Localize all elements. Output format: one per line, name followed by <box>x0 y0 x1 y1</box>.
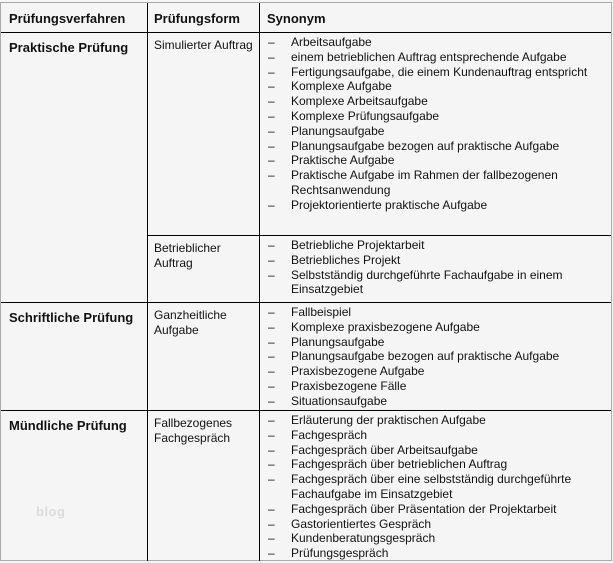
synonym-item <box>268 253 606 268</box>
table-header-row <box>1 3 611 33</box>
synonym-text: Fallbeispiel <box>291 305 352 319</box>
synonym-cell <box>259 303 611 410</box>
dash-bullet: – <box>268 457 275 472</box>
synonym-text: Planungsaufgabe bezogen auf praktische Aufgabe <box>291 138 560 153</box>
dash-bullet: – <box>268 501 275 516</box>
synonym-item <box>268 335 606 350</box>
verfahren-cell: Mündliche Prüfung <box>9 418 127 433</box>
synonym-text: Prüfungsgespräch <box>291 546 389 561</box>
verfahren-cell: Praktische Prüfung <box>9 40 129 55</box>
synonym-list <box>268 305 606 409</box>
synonym-item <box>268 428 606 443</box>
form-cell: Ganzheitliche Aufgabe <box>147 303 259 410</box>
synonym-item <box>268 124 606 139</box>
form-subrows <box>147 411 611 560</box>
dash-bullet: – <box>268 516 275 531</box>
dash-bullet: – <box>268 413 275 427</box>
dash-bullet: – <box>268 94 275 109</box>
form-row <box>147 303 611 410</box>
form-subrows <box>147 33 611 302</box>
verfahren-cell: Schriftliche Prüfung <box>9 310 134 325</box>
synonym-item <box>268 443 606 458</box>
synonym-cell <box>259 236 611 302</box>
column-header-pruefungsverfahren: Prüfungsverfahren <box>9 11 126 26</box>
synonym-list <box>268 413 606 561</box>
synonym-text: Fachgespräch über betrieblichen Auftrag <box>291 457 508 472</box>
table-row <box>1 33 611 303</box>
dash-bullet: – <box>268 334 275 349</box>
synonym-item <box>268 546 606 561</box>
synonym-text: Praxisbezogene Fälle <box>291 378 407 393</box>
dash-bullet: – <box>268 252 275 267</box>
form-cell: Betrieblicher Auftrag <box>147 236 259 302</box>
dash-bullet: – <box>268 531 275 546</box>
synonym-text: Praktische Aufgabe <box>291 153 395 168</box>
dash-bullet: – <box>268 472 275 487</box>
synonym-item <box>268 364 606 379</box>
dash-bullet: – <box>268 123 275 138</box>
synonym-text: Fertigungsaufgabe, die einem Kundenauftrag entspricht <box>291 64 588 79</box>
form-row <box>147 33 611 235</box>
dash-bullet: – <box>268 364 275 379</box>
synonym-list <box>268 238 606 297</box>
synonym-text: Fachgespräch über Präsentation der Projektarbeit <box>291 501 557 516</box>
synonym-item <box>268 517 606 532</box>
table-body <box>1 33 611 560</box>
dash-bullet: – <box>268 153 275 168</box>
dash-bullet: – <box>268 197 275 212</box>
form-cell: Simulierter Auftrag <box>147 33 259 235</box>
synonym-text: Situationsaufgabe <box>291 393 388 408</box>
dash-bullet: – <box>268 267 275 282</box>
synonym-text: Komplexe praxisbezogene Aufgabe <box>291 319 480 334</box>
synonym-item <box>268 394 606 409</box>
synonym-item <box>268 238 606 253</box>
dash-bullet: – <box>268 378 275 393</box>
synonym-cell <box>259 33 611 235</box>
synonym-item <box>268 139 606 154</box>
synonym-item <box>268 65 606 80</box>
synonym-text: Planungsaufgabe <box>291 334 385 349</box>
form-cell: Fallbezogenes Fachgespräch <box>147 411 259 561</box>
synonym-text: Komplexe Aufgabe <box>291 79 392 94</box>
synonym-item <box>268 320 606 335</box>
synonym-item <box>268 35 606 50</box>
synonym-text: Arbeitsaufgabe <box>291 35 372 49</box>
dash-bullet: – <box>268 238 275 252</box>
synonym-text: Betriebliches Projekt <box>291 252 401 267</box>
synonym-item <box>268 457 606 472</box>
synonym-item <box>268 305 606 320</box>
synonym-item <box>268 94 606 109</box>
dash-bullet: – <box>268 35 275 49</box>
synonym-item <box>268 379 606 394</box>
column-header-pruefungsform: Prüfungsform <box>147 3 259 32</box>
synonym-list <box>268 35 606 213</box>
synonym-item <box>268 502 606 517</box>
dash-bullet: – <box>268 349 275 364</box>
dash-bullet: – <box>268 442 275 457</box>
synonym-text: Kundenberatungsgespräch <box>291 531 436 546</box>
dash-bullet: – <box>268 393 275 408</box>
dash-bullet: – <box>268 138 275 153</box>
form-row <box>147 235 611 302</box>
synonym-text: Praxisbezogene Aufgabe <box>291 364 425 379</box>
synonym-item <box>268 472 606 502</box>
dash-bullet: – <box>268 305 275 319</box>
synonym-text: Fachgespräch über Arbeitsaufgabe <box>291 442 478 457</box>
dash-bullet: – <box>268 108 275 123</box>
synonym-text: Komplexe Arbeitsaufgabe <box>291 94 428 109</box>
synonym-item <box>268 50 606 65</box>
table-row <box>1 411 611 560</box>
dash-bullet: – <box>268 427 275 442</box>
dash-bullet: – <box>268 79 275 94</box>
synonym-text: Planungsaufgabe bezogen auf praktische Aufgabe <box>291 349 560 364</box>
synonym-item <box>268 268 606 298</box>
synonym-cell <box>259 411 611 561</box>
form-row <box>147 411 611 561</box>
synonym-item <box>268 153 606 168</box>
synonym-text: Komplexe Prüfungsaufgabe <box>291 108 440 123</box>
synonym-text: Erläuterung der praktischen Aufgabe <box>291 413 486 427</box>
column-header-synonym: Synonym <box>259 3 611 32</box>
dash-bullet: – <box>268 168 275 183</box>
synonym-text: Praktische Aufgabe im Rahmen der fallbezogenen Rechtsanwendung <box>291 168 558 197</box>
watermark-blog: blog <box>36 504 66 519</box>
synonym-text: Fachgespräch <box>291 427 368 442</box>
synonym-item <box>268 79 606 94</box>
synonym-item <box>268 198 606 213</box>
synonym-text: Gastorientiertes Gespräch <box>291 516 432 531</box>
dash-bullet: – <box>268 546 275 561</box>
synonym-text: Planungsaufgabe <box>291 123 385 138</box>
synonym-text: Selbstständig durchgeführte Fachaufgabe in einem Einsatzgebiet <box>291 267 563 297</box>
synonym-text: Fachgespräch über eine selbstständig durchgeführte Fachaufgabe im Einsatzgebiet <box>291 472 572 501</box>
synonym-item <box>268 109 606 124</box>
synonym-item <box>268 531 606 546</box>
synonym-item <box>268 349 606 364</box>
synonym-item <box>268 413 606 428</box>
dash-bullet: – <box>268 49 275 64</box>
dash-bullet: – <box>268 319 275 334</box>
synonym-text: Projektorientierte praktische Aufgabe <box>291 197 488 212</box>
dash-bullet: – <box>268 64 275 79</box>
table-row <box>1 303 611 411</box>
synonym-text: Betriebliche Projektarbeit <box>291 238 425 252</box>
synonym-table <box>0 2 612 561</box>
synonym-item <box>268 168 606 198</box>
synonym-text: einem betrieblichen Auftrag entsprechende Aufgabe <box>291 49 567 64</box>
form-subrows <box>147 303 611 410</box>
